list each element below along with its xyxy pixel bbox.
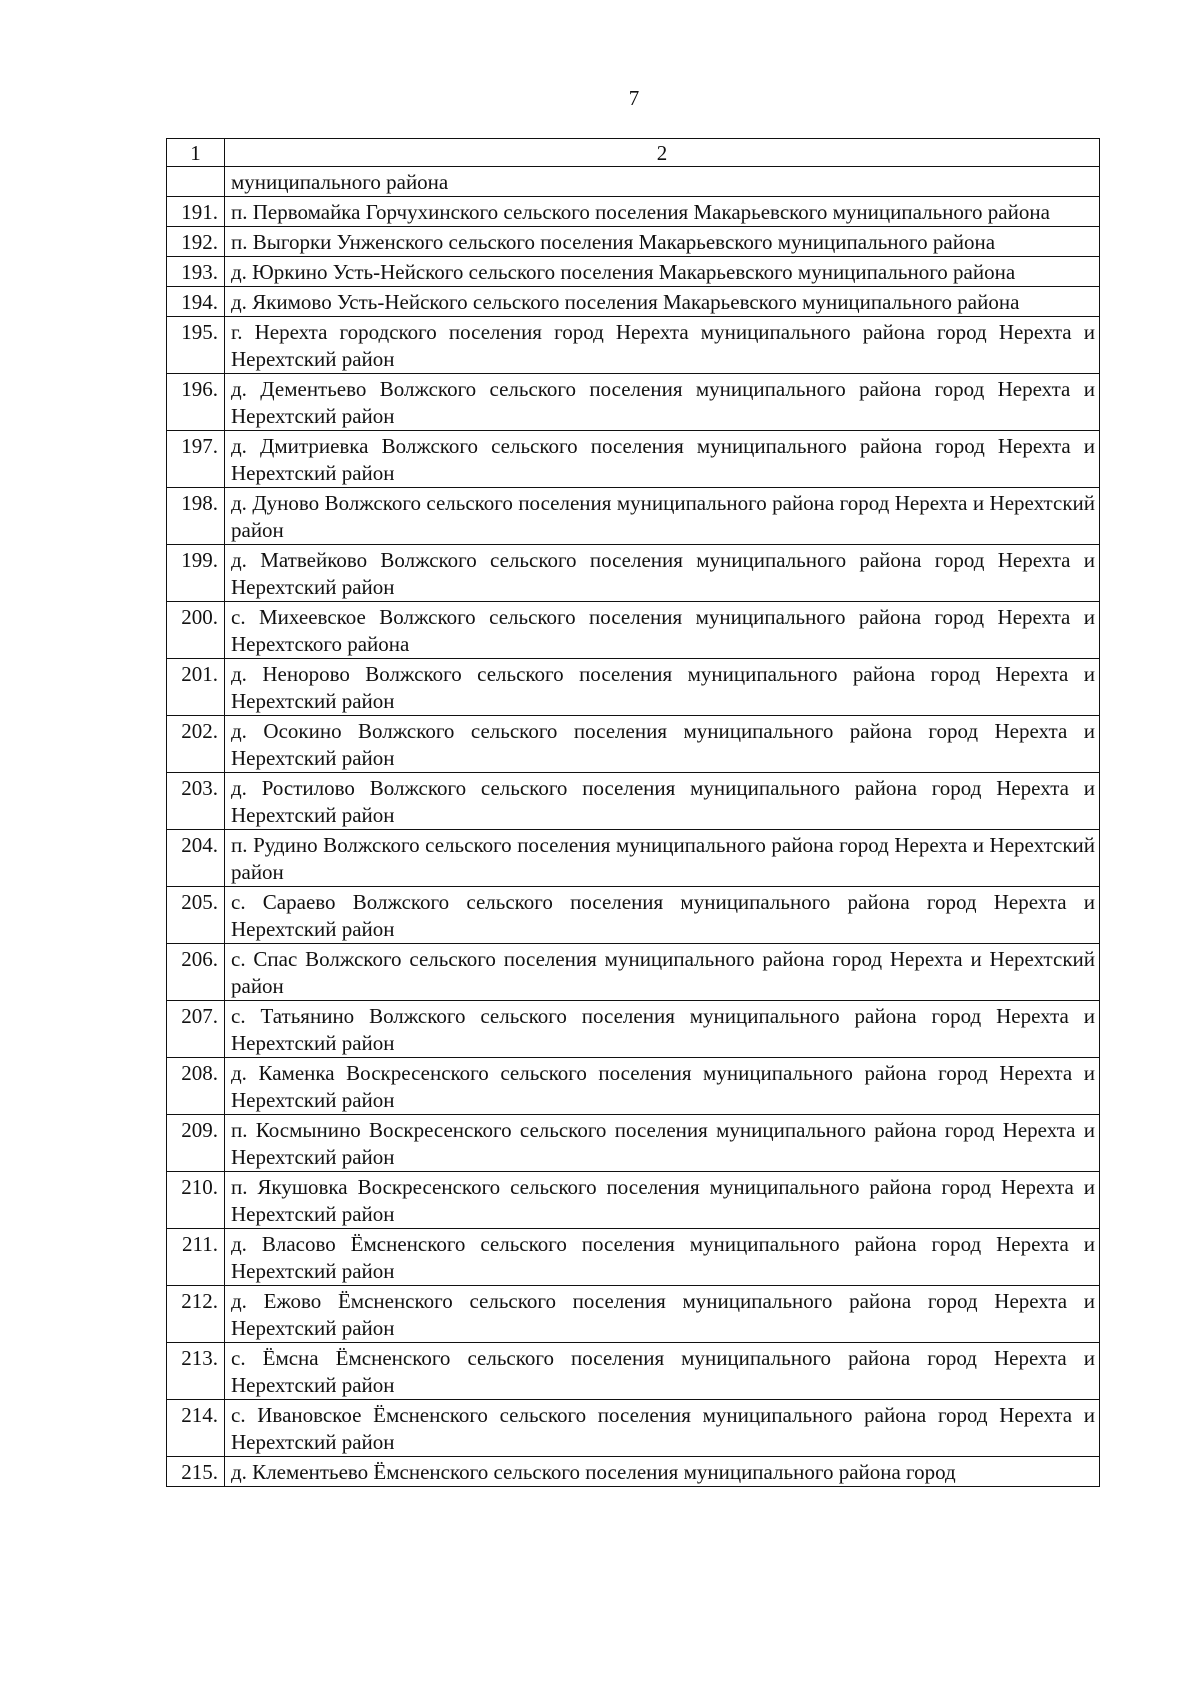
- table-row: [167, 1058, 1100, 1115]
- table-row: [167, 545, 1100, 602]
- table-row: [167, 1115, 1100, 1172]
- row-text: с. Татьянино Волжского сельского поселения муниципального района город Нерехта и Нерехтский район: [231, 1004, 1095, 1055]
- table-row: [167, 602, 1100, 659]
- row-text-cell: [225, 1400, 1100, 1457]
- table-row: [167, 659, 1100, 716]
- row-number: 192.: [167, 227, 225, 257]
- row-number: 204.: [167, 830, 225, 887]
- row-text-cell: [225, 602, 1100, 659]
- row-text: п. Выгорки Унженского сельского поселения Макарьевского муниципального района: [231, 230, 996, 254]
- row-text: п. Первомайка Горчухинского сельского поселения Макарьевского муниципального района: [231, 200, 1050, 224]
- row-number: 213.: [167, 1343, 225, 1400]
- table-row: [167, 1172, 1100, 1229]
- row-text-cell: [225, 1286, 1100, 1343]
- row-number: 202.: [167, 716, 225, 773]
- row-number: 211.: [167, 1229, 225, 1286]
- row-number: 198.: [167, 488, 225, 545]
- row-number: 210.: [167, 1172, 225, 1229]
- table-row: [167, 944, 1100, 1001]
- row-text-cell: [225, 488, 1100, 545]
- row-text-cell: [225, 1343, 1100, 1400]
- page-number: 7: [628, 86, 640, 110]
- row-text-cell: [225, 374, 1100, 431]
- table-row: [167, 197, 1100, 227]
- row-number: 207.: [167, 1001, 225, 1058]
- row-number: 201.: [167, 659, 225, 716]
- row-text-cell: [225, 1172, 1100, 1229]
- row-text-cell: [225, 287, 1100, 317]
- row-text: с. Сараево Волжского сельского поселения муниципального района город Нерехта и Нерехтский район: [231, 890, 1095, 941]
- table-row: [167, 716, 1100, 773]
- row-number: 194.: [167, 287, 225, 317]
- settlements-table: [166, 138, 1100, 1487]
- table-row: [167, 887, 1100, 944]
- continuation-row: [167, 167, 1100, 197]
- row-number: 200.: [167, 602, 225, 659]
- row-text-cell: [225, 830, 1100, 887]
- row-text-cell: [225, 1229, 1100, 1286]
- row-text: п. Якушовка Воскресенского сельского поселения муниципального района город Нерехта и Нерехтский район: [231, 1175, 1095, 1226]
- row-number: 203.: [167, 773, 225, 830]
- row-text-cell: [225, 257, 1100, 287]
- table-row: [167, 431, 1100, 488]
- row-number: 208.: [167, 1058, 225, 1115]
- row-text: п. Рудино Волжского сельского поселения муниципального района город Нерехта и Нерехтский район: [231, 833, 1095, 884]
- row-text: с. Спас Волжского сельского поселения муниципального района город Нерехта и Нерехтский район: [231, 947, 1095, 998]
- row-text: с. Ёмсна Ёмсненского сельского поселения муниципального района город Нерехта и Нерехтский район: [231, 1346, 1095, 1397]
- row-text-cell: [225, 659, 1100, 716]
- table-row: [167, 227, 1100, 257]
- table-row: [167, 1229, 1100, 1286]
- row-number: 193.: [167, 257, 225, 287]
- table-row: [167, 1001, 1100, 1058]
- row-text: д. Дементьево Волжского сельского поселения муниципального района город Нерехта и Нерехтский район: [231, 377, 1095, 428]
- header-col-2: 2: [225, 139, 1100, 167]
- row-number: 205.: [167, 887, 225, 944]
- row-text-cell: [225, 317, 1100, 374]
- row-number: 196.: [167, 374, 225, 431]
- table-body: [167, 139, 1100, 1487]
- row-text: д. Неноpово Волжского сельского поселения муниципального района город Нерехта и Нерехтский район: [231, 662, 1095, 713]
- row-text: д. Якимово Усть-Нейского сельского поселения Макарьевского муниципального района: [231, 290, 1020, 314]
- continuation-text: муниципального района: [231, 170, 449, 194]
- row-text-cell: [225, 167, 1100, 197]
- row-text: д. Ростилово Волжского сельского поселения муниципального района город Нерехта и Нерехтский район: [231, 776, 1095, 827]
- table-row: [167, 1400, 1100, 1457]
- row-number: 191.: [167, 197, 225, 227]
- row-text: д. Юркино Усть-Нейского сельского поселения Макарьевского муниципального района: [231, 260, 1016, 284]
- row-number-cell: [167, 167, 225, 197]
- row-number: 212.: [167, 1286, 225, 1343]
- row-text: д. Осокино Волжского сельского поселения муниципального района город Нерехта и Нерехтский район: [231, 719, 1095, 770]
- table-row: [167, 830, 1100, 887]
- row-text: д. Матвейково Волжского сельского поселения муниципального района город Нерехта и Нерехтский район: [231, 548, 1095, 599]
- row-text-cell: [225, 944, 1100, 1001]
- row-number: 197.: [167, 431, 225, 488]
- row-number: 199.: [167, 545, 225, 602]
- row-text: с. Ивановское Ёмсненского сельского поселения муниципального района город Нерехта и Нерехтский район: [231, 1403, 1095, 1454]
- row-text-cell: [225, 773, 1100, 830]
- row-text-cell: [225, 1001, 1100, 1058]
- row-text: с. Михеевское Волжского сельского поселения муниципального района город Нерехта и Нерехтского района: [231, 605, 1095, 656]
- table-row: [167, 257, 1100, 287]
- header-col-1: 1: [167, 139, 225, 167]
- table-row: [167, 374, 1100, 431]
- row-number: 215.: [167, 1457, 225, 1487]
- table-row: [167, 773, 1100, 830]
- row-text-cell: [225, 887, 1100, 944]
- row-text-cell: [225, 197, 1100, 227]
- row-text-cell: [225, 1115, 1100, 1172]
- row-text-cell: [225, 1457, 1100, 1487]
- table-row: [167, 1286, 1100, 1343]
- row-text-cell: [225, 1058, 1100, 1115]
- row-text-cell: [225, 545, 1100, 602]
- table-header-row: [167, 139, 1100, 167]
- row-text: г. Нерехта городского поселения город Нерехта муниципального района город Нерехта и Нерехтский район: [231, 320, 1095, 371]
- table-row: [167, 1457, 1100, 1487]
- table-row: [167, 287, 1100, 317]
- row-text: д. Каменка Воскресенского сельского поселения муниципального района город Нерехта и Нерехтский район: [231, 1061, 1095, 1112]
- row-text: д. Дмитриевка Волжского сельского поселения муниципального района город Нерехта и Нерехтский район: [231, 434, 1095, 485]
- row-number: 214.: [167, 1400, 225, 1457]
- row-text: д. Клементьево Ёмсненского сельского поселения муниципального района город: [231, 1460, 956, 1484]
- row-number: 209.: [167, 1115, 225, 1172]
- row-text-cell: [225, 227, 1100, 257]
- row-text: д. Дуново Волжского сельского поселения муниципального района город Нерехта и Нерехтский район: [231, 491, 1095, 542]
- row-text-cell: [225, 716, 1100, 773]
- row-number: 195.: [167, 317, 225, 374]
- table-row: [167, 1343, 1100, 1400]
- row-text: д. Власово Ёмсненского сельского поселения муниципального района город Нерехта и Нерехтский район: [231, 1232, 1095, 1283]
- row-text: д. Ежово Ёмсненского сельского поселения муниципального района город Нерехта и Нерехтский район: [231, 1289, 1095, 1340]
- table-row: [167, 488, 1100, 545]
- table-row: [167, 317, 1100, 374]
- row-text-cell: [225, 431, 1100, 488]
- row-text: п. Космынино Воскресенского сельского поселения муниципального района город Нерехта и Нерехтский район: [231, 1118, 1095, 1169]
- row-number: 206.: [167, 944, 225, 1001]
